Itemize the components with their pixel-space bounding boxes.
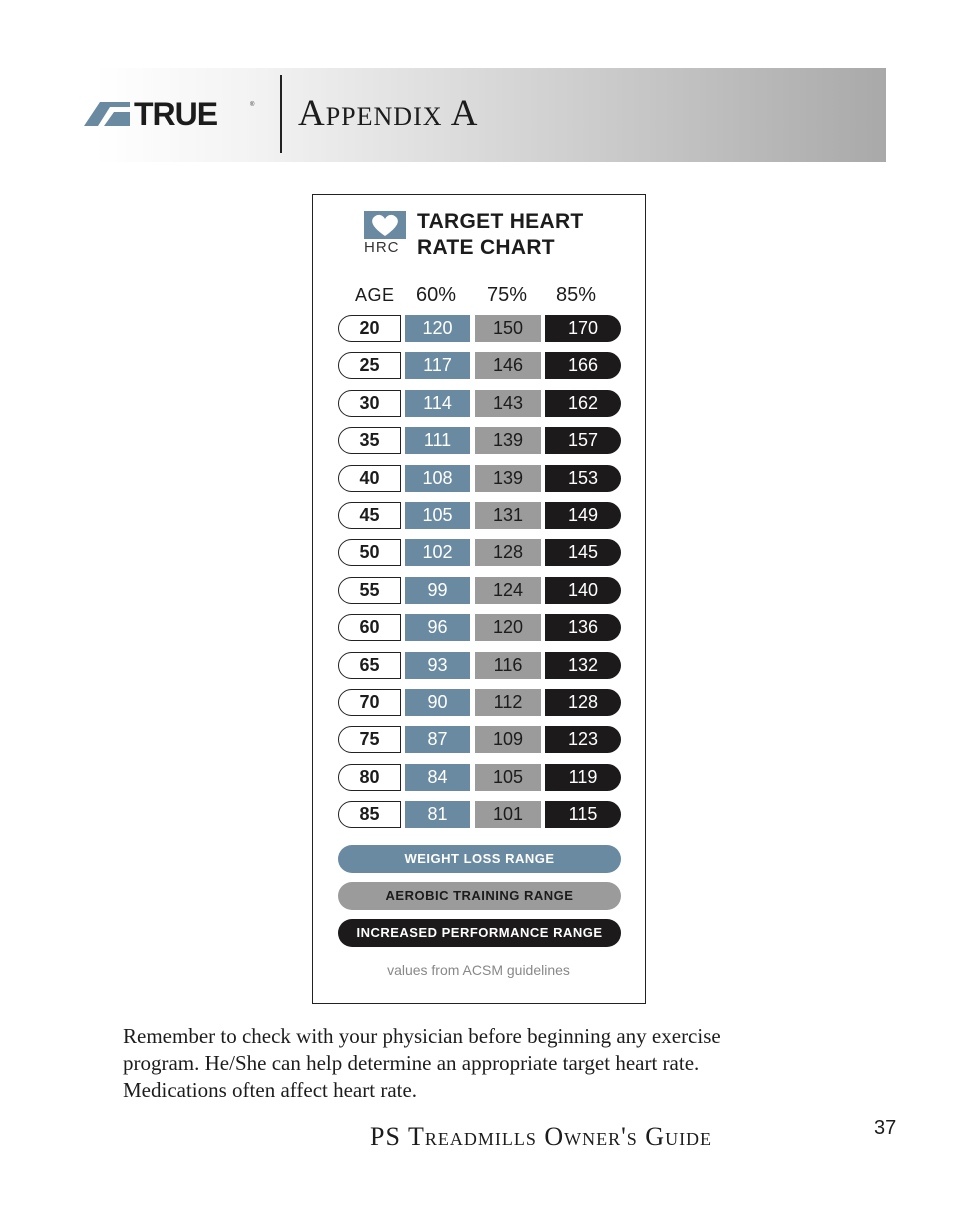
value-75-cell: 128 xyxy=(475,539,541,566)
page-number: 37 xyxy=(874,1117,897,1139)
age-cell: 75 xyxy=(338,726,401,753)
true-logo-mark-icon xyxy=(84,102,130,126)
true-logo xyxy=(84,98,254,132)
age-cell: 45 xyxy=(338,502,401,529)
value-60-cell: 90 xyxy=(405,689,470,716)
value-75-cell: 143 xyxy=(475,390,541,417)
value-60-cell: 111 xyxy=(405,427,470,454)
age-cell: 35 xyxy=(338,427,401,454)
table-row xyxy=(338,427,621,454)
value-75-cell: 139 xyxy=(475,427,541,454)
age-cell: 65 xyxy=(338,652,401,679)
value-75-cell: 112 xyxy=(475,689,541,716)
value-85-cell: 145 xyxy=(545,539,621,566)
age-cell: 85 xyxy=(338,801,401,828)
chart-source-note: values from ACSM guidelines xyxy=(387,962,570,978)
age-cell: 80 xyxy=(338,764,401,791)
value-75-cell: 150 xyxy=(475,315,541,342)
column-header-75: 75% xyxy=(487,284,528,306)
hrc-badge-label: HRC xyxy=(364,239,400,256)
table-row xyxy=(338,315,621,342)
chart-title xyxy=(417,209,584,261)
table-row xyxy=(338,502,621,529)
legend-aerobic-training-range: AEROBIC TRAINING RANGE xyxy=(338,882,621,910)
value-75-cell: 131 xyxy=(475,502,541,529)
age-cell: 55 xyxy=(338,577,401,604)
table-row xyxy=(338,614,621,641)
value-75-cell: 139 xyxy=(475,465,541,492)
legend-weight-loss-range: WEIGHT LOSS RANGE xyxy=(338,845,621,873)
age-cell: 25 xyxy=(338,352,401,379)
table-row xyxy=(338,689,621,716)
value-85-cell: 166 xyxy=(545,352,621,379)
heart-icon xyxy=(364,211,406,239)
brand-name: TRUE xyxy=(134,96,218,132)
body-line-2: program. He/She can help determine an appropriate target heart rate. xyxy=(123,1051,700,1075)
page-title: Appendix A xyxy=(298,93,479,134)
value-85-cell: 119 xyxy=(545,764,621,791)
age-cell: 30 xyxy=(338,390,401,417)
value-60-cell: 99 xyxy=(405,577,470,604)
value-85-cell: 123 xyxy=(545,726,621,753)
value-85-cell: 136 xyxy=(545,614,621,641)
age-cell: 40 xyxy=(338,465,401,492)
value-60-cell: 102 xyxy=(405,539,470,566)
value-60-cell: 114 xyxy=(405,390,470,417)
target-heart-rate-chart xyxy=(312,194,646,1004)
value-85-cell: 157 xyxy=(545,427,621,454)
trademark-symbol: ® xyxy=(250,102,255,108)
column-header-85: 85% xyxy=(556,284,597,306)
value-75-cell: 101 xyxy=(475,801,541,828)
value-85-cell: 115 xyxy=(545,801,621,828)
table-row xyxy=(338,390,621,417)
value-60-cell: 84 xyxy=(405,764,470,791)
value-60-cell: 93 xyxy=(405,652,470,679)
legend-increased-performance-range: INCREASED PERFORMANCE RANGE xyxy=(338,919,621,947)
value-60-cell: 117 xyxy=(405,352,470,379)
chart-title-line-2: RATE CHART xyxy=(417,236,555,259)
chart-title-line-1: TARGET HEART xyxy=(417,210,584,233)
header-divider xyxy=(280,75,282,153)
value-85-cell: 128 xyxy=(545,689,621,716)
value-75-cell: 109 xyxy=(475,726,541,753)
value-60-cell: 87 xyxy=(405,726,470,753)
table-row xyxy=(338,652,621,679)
value-85-cell: 170 xyxy=(545,315,621,342)
value-75-cell: 105 xyxy=(475,764,541,791)
value-60-cell: 120 xyxy=(405,315,470,342)
value-60-cell: 108 xyxy=(405,465,470,492)
value-75-cell: 146 xyxy=(475,352,541,379)
value-85-cell: 162 xyxy=(545,390,621,417)
table-row xyxy=(338,764,621,791)
value-85-cell: 153 xyxy=(545,465,621,492)
value-85-cell: 149 xyxy=(545,502,621,529)
value-85-cell: 140 xyxy=(545,577,621,604)
age-cell: 70 xyxy=(338,689,401,716)
age-cell: 50 xyxy=(338,539,401,566)
body-line-3: Medications often affect heart rate. xyxy=(123,1078,418,1102)
value-60-cell: 96 xyxy=(405,614,470,641)
value-60-cell: 81 xyxy=(405,801,470,828)
value-60-cell: 105 xyxy=(405,502,470,529)
column-header-age: AGE xyxy=(355,285,395,305)
body-paragraph xyxy=(123,1023,823,1104)
value-75-cell: 116 xyxy=(475,652,541,679)
body-line-1: Remember to check with your physician before beginning any exercise xyxy=(123,1024,721,1048)
value-75-cell: 120 xyxy=(475,614,541,641)
value-75-cell: 124 xyxy=(475,577,541,604)
table-row xyxy=(338,726,621,753)
footer-guide-title: PS Treadmills Owner's Guide xyxy=(370,1122,713,1151)
table-row xyxy=(338,465,621,492)
table-row xyxy=(338,539,621,566)
age-cell: 20 xyxy=(338,315,401,342)
value-85-cell: 132 xyxy=(545,652,621,679)
table-row xyxy=(338,577,621,604)
table-row xyxy=(338,352,621,379)
age-cell: 60 xyxy=(338,614,401,641)
column-header-60: 60% xyxy=(416,284,457,306)
table-row xyxy=(338,801,621,828)
